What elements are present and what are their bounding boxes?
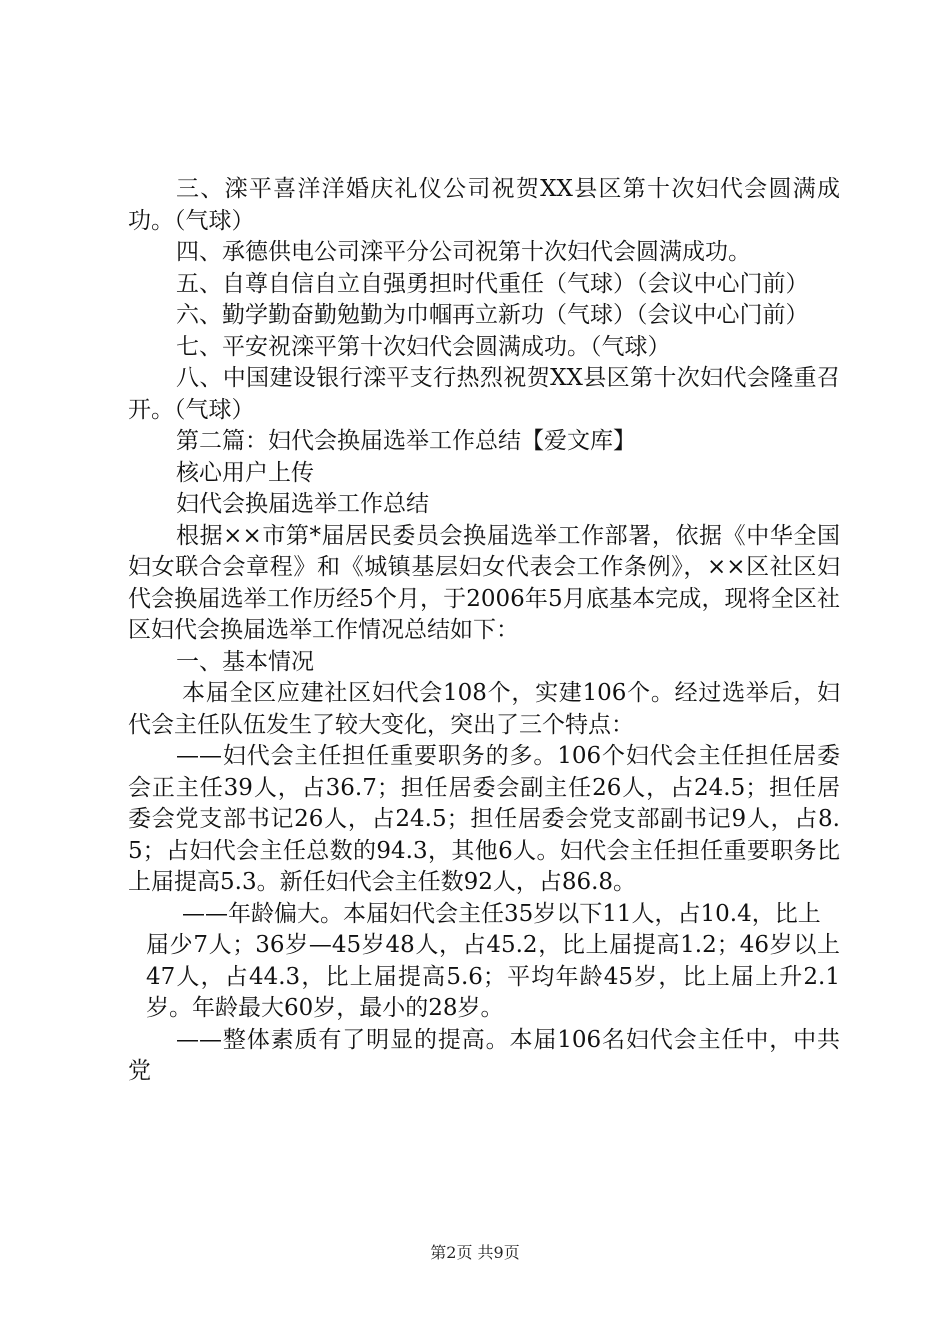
paragraph: ——整体素质有了明显的提高。本届106名妇代会主任中，中共党 bbox=[128, 1026, 840, 1084]
section-heading: 第二篇：妇代会换届选举工作总结【爱文库】 bbox=[176, 428, 636, 454]
page-footer: 第2页 共9页 bbox=[430, 1243, 520, 1262]
paragraph: 届少7人；36岁—45岁48人，占45.2，比上届提高1.2；46岁以上47人，占44.3，比上届提高5.6；平均年龄45岁，比上届上升2.1岁。年龄最大60岁，最小的28岁。 bbox=[146, 932, 840, 1021]
document-title: 妇代会换届选举工作总结 bbox=[176, 491, 429, 517]
paragraph: 核心用户上传 bbox=[176, 459, 314, 486]
paragraph: 七、平安祝滦平第十次妇代会圆满成功。（气球） bbox=[176, 333, 671, 360]
paragraph: 本届全区应建社区妇代会108个，实建106个。经过选举后，妇代会主任队伍发生了较大变化，突出了三个特点： bbox=[128, 680, 840, 738]
paragraph: 八、中国建设银行滦平支行热烈祝贺XX县区第十次妇代会隆重召开。（气球） bbox=[128, 365, 840, 423]
paragraph: 四、承德供电公司滦平分公司祝第十次妇代会圆满成功。 bbox=[176, 239, 751, 265]
paragraph: ——年龄偏大。本届妇代会主任35岁以下11人，占10.4，比上 bbox=[182, 900, 821, 927]
paragraph: ——妇代会主任担任重要职务的多。106个妇代会主任担任居委会正主任39人，占36.7；担任居委会副主任26人，占24.5；担任居委会党支部书记26人，占24.5；担任居委会党支部副书记9人，占8.5；占妇代会主任总数的94.3，其他6人。妇代会主任担任重要职务比上届提高5.3。新任妇代会主任数92人，占86.8。 bbox=[128, 743, 840, 895]
document-body bbox=[128, 174, 840, 1088]
paragraph: 六、勤学勤奋勤勉勤为巾帼再立新功（气球）（会议中心门前） bbox=[176, 302, 809, 328]
paragraph: 根据××市第*届居民委员会换届选举工作部署，依据《中华全国妇女联合会章程》和《城镇基层妇女代表会工作条例》，××区社区妇代会换届选举工作历经5个月，于2006年5月底基本完成，现将全区社区妇代会换届选举工作情况总结如下： bbox=[128, 522, 840, 643]
section-heading: 一、基本情况 bbox=[176, 648, 314, 675]
paragraph: 五、自尊自信自立自强勇担时代重任（气球）（会议中心门前） bbox=[176, 270, 809, 297]
paragraph: 三、滦平喜洋洋婚庆礼仪公司祝贺XX县区第十次妇代会圆满成功。（气球） bbox=[128, 176, 840, 234]
